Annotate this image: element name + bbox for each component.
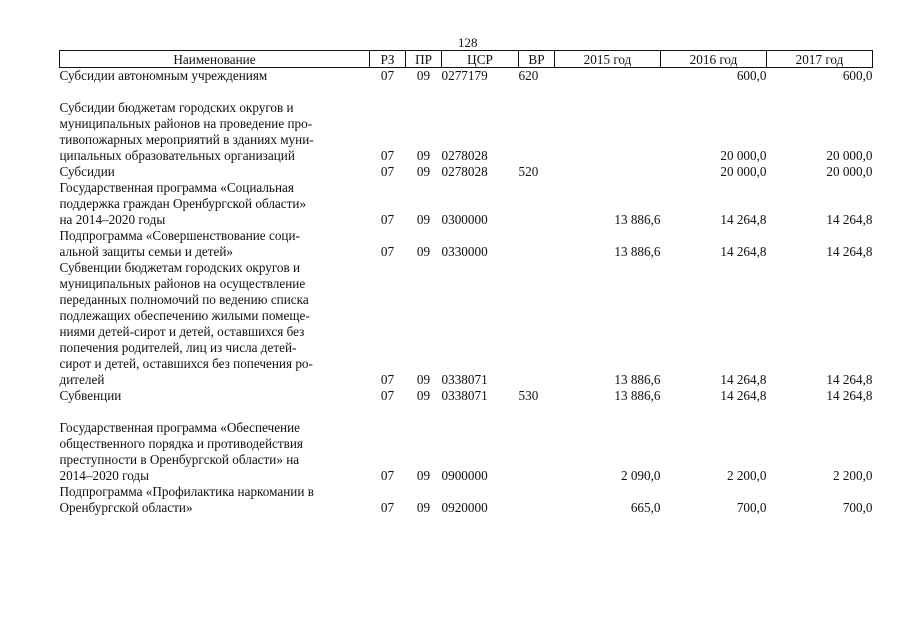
row-amount-2016: 700,0 <box>736 500 767 515</box>
row-name-line: альной защиты семьи и детей» <box>59 244 234 259</box>
header-row <box>60 51 873 68</box>
row-name <box>60 180 370 228</box>
row-pr: 09 <box>416 372 431 387</box>
row-rz: 07 <box>380 388 395 403</box>
row-amount-2016: 14 264,8 <box>720 212 767 227</box>
row-amount-2015 <box>555 68 661 85</box>
row-rz: 07 <box>380 148 395 163</box>
row-amount-2017: 20 000,0 <box>826 164 873 179</box>
row-name-line: Подпрограмма «Профилактика наркомании в <box>59 484 314 499</box>
table-row <box>60 484 873 516</box>
row-amount-2016: 600,0 <box>736 68 767 83</box>
row-rz: 07 <box>380 500 395 515</box>
row-name-line: дителей <box>59 372 105 387</box>
row-rz: 07 <box>380 372 395 387</box>
row-amount-2017: 2 200,0 <box>832 468 873 483</box>
row-name-line: Субсидии автономным учреждениям <box>59 68 268 83</box>
header-2016: 2016 год <box>661 51 767 68</box>
row-spacer <box>60 404 873 420</box>
row-pr: 09 <box>416 212 431 227</box>
row-name-line: 2014–2020 годы <box>59 468 150 483</box>
row-name-line: Оренбургской области» <box>59 500 193 515</box>
header-2015: 2015 год <box>555 51 661 68</box>
row-amount-2015: 13 886,6 <box>614 212 661 227</box>
row-name-line: Подпрограмма «Совершенствование соци- <box>59 228 300 243</box>
row-amount-2016: 20 000,0 <box>720 148 767 163</box>
row-name-line: Субсидии <box>59 164 115 179</box>
table-row <box>60 180 873 228</box>
row-pr: 09 <box>416 468 431 483</box>
row-csr: 0338071 <box>441 388 488 403</box>
row-name <box>60 484 370 516</box>
table-row <box>60 420 873 484</box>
header-rz: РЗ <box>370 51 406 68</box>
header-name: Наименование <box>60 51 370 68</box>
row-name-line: муниципальных районов на осуществление <box>59 276 306 291</box>
row-name-line: ципальных образовательных организаций <box>59 148 295 163</box>
row-name-line: муниципальных районов на проведение про- <box>59 116 313 131</box>
row-amount-2015: 665,0 <box>630 500 661 515</box>
row-name <box>60 100 370 164</box>
header-vr: ВР <box>519 51 555 68</box>
table-row <box>60 68 873 85</box>
table-row <box>60 260 873 388</box>
row-vr: 520 <box>518 164 539 179</box>
row-amount-2015: 13 886,6 <box>614 244 661 259</box>
row-name-line: Субвенции бюджетам городских округов и <box>59 260 301 275</box>
row-amount-2015: 2 090,0 <box>620 468 661 483</box>
row-spacer-cell <box>60 404 873 420</box>
row-amount-2016: 14 264,8 <box>720 372 767 387</box>
row-vr <box>519 484 555 516</box>
row-name <box>60 388 370 404</box>
page-number: 128 <box>458 35 478 50</box>
row-pr: 09 <box>416 164 431 179</box>
row-vr <box>519 100 555 164</box>
table-row <box>60 388 873 404</box>
row-rz: 07 <box>380 244 395 259</box>
row-csr: 0277179 <box>441 68 488 83</box>
row-amount-2015 <box>555 164 661 180</box>
row-pr: 09 <box>416 388 431 403</box>
row-csr: 0920000 <box>441 500 488 515</box>
row-vr: 530 <box>518 388 539 403</box>
row-name-line: попечения родителей, лиц из числа детей- <box>59 340 297 355</box>
row-amount-2017: 14 264,8 <box>826 244 873 259</box>
row-rz: 07 <box>380 68 395 83</box>
budget-table-body <box>60 68 873 517</box>
row-amount-2017: 600,0 <box>842 68 873 83</box>
table-row <box>60 228 873 260</box>
header-csr: ЦСР <box>442 51 519 68</box>
row-amount-2017: 700,0 <box>842 500 873 515</box>
row-csr: 0278028 <box>441 164 488 179</box>
row-name <box>60 420 370 484</box>
row-name <box>60 260 370 388</box>
row-name-line: общественного порядка и противодействия <box>59 436 303 451</box>
row-amount-2017: 14 264,8 <box>826 212 873 227</box>
row-name-line: тивопожарных мероприятий в зданиях муни- <box>59 132 314 147</box>
row-csr: 0900000 <box>441 468 488 483</box>
row-pr: 09 <box>416 244 431 259</box>
row-rz: 07 <box>380 212 395 227</box>
header-2017: 2017 год <box>767 51 873 68</box>
row-vr <box>519 180 555 228</box>
row-name-line: Государственная программа «Социальная <box>59 180 294 195</box>
row-name-line: Государственная программа «Обеспечение <box>59 420 301 435</box>
table-row <box>60 164 873 180</box>
row-spacer <box>60 84 873 100</box>
table-row <box>60 100 873 164</box>
row-name-line: подлежащих обеспечению жилыми помеще- <box>59 308 310 323</box>
row-csr: 0338071 <box>441 372 488 387</box>
row-amount-2016: 14 264,8 <box>720 244 767 259</box>
row-amount-2016: 14 264,8 <box>720 388 767 403</box>
row-csr: 0278028 <box>441 148 488 163</box>
row-rz: 07 <box>380 164 395 179</box>
row-name <box>60 228 370 260</box>
row-amount-2016: 2 200,0 <box>726 468 767 483</box>
row-pr: 09 <box>416 148 431 163</box>
header-pr: ПР <box>406 51 442 68</box>
row-spacer-cell <box>60 84 873 100</box>
row-amount-2015 <box>555 100 661 164</box>
row-amount-2017: 20 000,0 <box>826 148 873 163</box>
row-name-line: Субвенции <box>59 388 122 403</box>
row-name-line: ниями детей-сирот и детей, оставшихся без <box>59 324 305 339</box>
row-vr <box>519 260 555 388</box>
row-name-line: поддержка граждан Оренбургской области» <box>59 196 307 211</box>
row-rz: 07 <box>380 468 395 483</box>
row-name-line: переданных полномочий по ведению списка <box>59 292 309 307</box>
row-pr: 09 <box>416 68 431 83</box>
row-name <box>60 164 370 180</box>
row-name-line: Субсидии бюджетам городских округов и <box>59 100 294 115</box>
row-name-line: преступности в Оренбургской области» на <box>59 452 300 467</box>
row-vr <box>519 228 555 260</box>
row-vr <box>519 420 555 484</box>
row-name <box>60 68 370 85</box>
row-amount-2017: 14 264,8 <box>826 372 873 387</box>
row-amount-2015: 13 886,6 <box>614 372 661 387</box>
row-amount-2015: 13 886,6 <box>614 388 661 403</box>
row-amount-2016: 20 000,0 <box>720 164 767 179</box>
row-csr: 0300000 <box>441 212 488 227</box>
budget-table <box>59 50 873 516</box>
row-csr: 0330000 <box>441 244 488 259</box>
row-name-line: сирот и детей, оставшихся без попечения ро- <box>59 356 313 371</box>
row-name-line: на 2014–2020 годы <box>59 212 166 227</box>
row-amount-2017: 14 264,8 <box>826 388 873 403</box>
row-vr: 620 <box>518 68 539 83</box>
row-pr: 09 <box>416 500 431 515</box>
